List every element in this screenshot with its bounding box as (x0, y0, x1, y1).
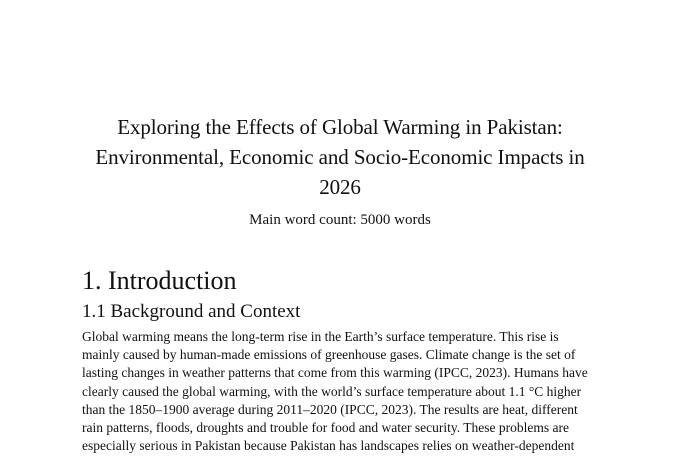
paragraph-line: than the 1850–1900 average during 2011–2020 (IPCC, 2023). The results are heat, different (82, 401, 578, 417)
document-title (60, 112, 620, 202)
paragraph-line: clearly caused the global warming, with the world’s surface temperature about 1.1 °C higher (82, 383, 582, 399)
subsection-heading: 1.1 Background and Context (82, 301, 301, 322)
word-count: Main word count: 5000 words (249, 212, 431, 228)
paragraph-line: especially serious in Pakistan because Pakistan has landscapes relies on weather-dependent (82, 438, 575, 454)
title-line: Environmental, Economic and Socio-Economic Impacts in (95, 145, 585, 169)
title-line: Exploring the Effects of Global Warming in Pakistan: (117, 115, 563, 139)
title-line: 2026 (319, 175, 361, 199)
paragraph-line: mainly caused by human-made emissions of greenhouse gases. Climate change is the set of (82, 347, 576, 363)
section-heading: 1. Introduction (82, 266, 237, 295)
body-paragraph (82, 328, 602, 455)
paragraph-line: Global warming means the long-term rise in the Earth’s surface temperature. This rise is (82, 329, 559, 344)
paragraph-line: rain patterns, floods, droughts and trouble for food and water security. These problems are (82, 420, 569, 436)
paragraph-line: lasting changes in weather patterns that come from this warming (IPCC, 2023). Humans have (82, 365, 588, 381)
